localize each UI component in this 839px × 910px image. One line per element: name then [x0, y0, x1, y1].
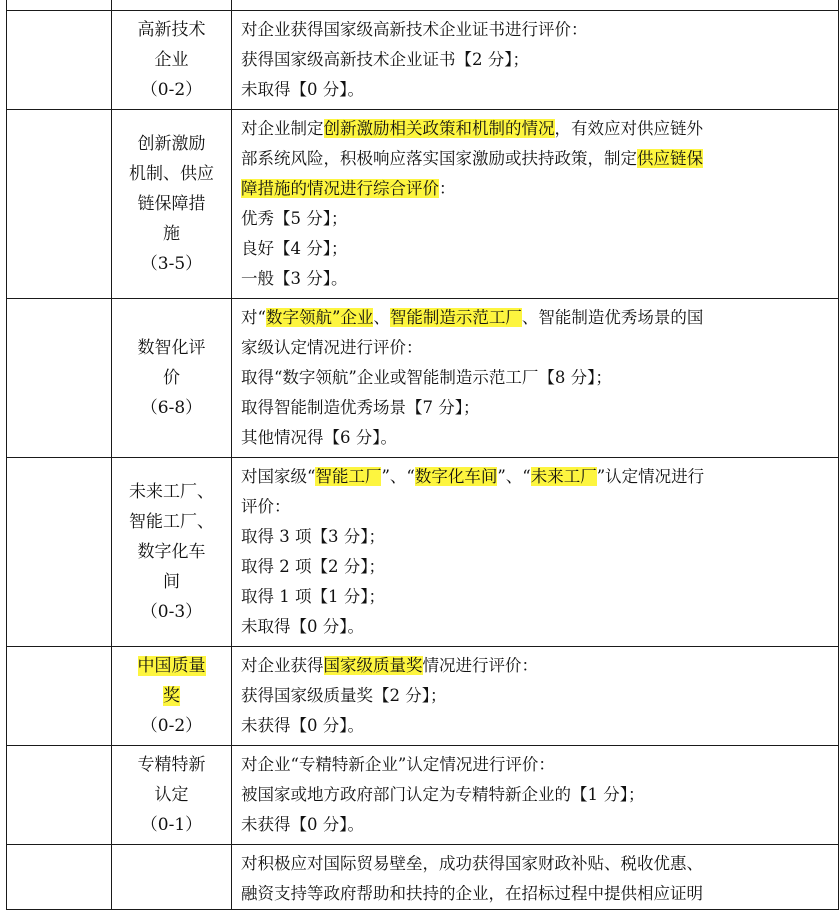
description-line: [241, 393, 834, 423]
criteria-row: [7, 647, 839, 746]
text-segment: 取得智能制造优秀场景【7 分】；: [241, 398, 480, 417]
text-segment: 家级认定情况进行评价：: [241, 338, 423, 357]
description-line: [241, 204, 834, 234]
text-segment: 评价：: [241, 497, 291, 516]
text-segment: ”、“: [381, 467, 415, 486]
text-segment: 取得 2 项【2 分】；: [241, 557, 385, 576]
text-segment: 对企业获得国家级高新技术企业证书进行评价：: [241, 20, 588, 39]
criteria-description-cell: [232, 299, 839, 458]
highlighted-text: 数字化车间: [414, 467, 498, 486]
scoring-criteria-table: [6, 0, 839, 910]
text-segment: 未取得【0 分】。: [241, 617, 364, 636]
text-segment: 获得国家级高新技术企业证书【2 分】；: [241, 50, 529, 69]
text-segment: 融资支持等政府帮助和扶持的企业，在招标过程中提供相应证明: [241, 884, 703, 903]
criteria-description-cell: [232, 0, 839, 11]
description-line: [241, 174, 834, 204]
description-line: [241, 144, 834, 174]
table-body: [7, 0, 839, 910]
criteria-description-cell: [232, 458, 839, 647]
description-line: [241, 810, 834, 840]
text-segment: ，有效应对供应链外: [554, 119, 703, 138]
criteria-name-line: [112, 681, 231, 711]
text-segment: 、智能制造优秀场景的国: [521, 308, 704, 327]
description-line: [241, 681, 834, 711]
criteria-name-cell: [112, 845, 232, 910]
criteria-name-line: [112, 507, 231, 537]
criteria-description-cell: [232, 110, 839, 299]
highlighted-text: 数字领航”企业: [265, 308, 374, 327]
criteria-name-line: [112, 477, 231, 507]
criteria-row: [7, 746, 839, 845]
text-segment: 取得 1 项【1 分】；: [241, 587, 385, 606]
text-segment: 施: [163, 224, 180, 244]
criteria-name-cell: [112, 299, 232, 458]
text-segment: 情况进行评价：: [422, 656, 538, 675]
description-line: [241, 75, 834, 105]
text-segment: 专精特新: [137, 755, 206, 775]
text-segment: 其他情况得【6 分】。: [241, 428, 397, 447]
highlighted-text: 障措施的情况进行综合评价: [241, 179, 439, 198]
description-line: [241, 552, 834, 582]
description-line: [241, 234, 834, 264]
description-line: [241, 780, 834, 810]
text-segment: 、: [373, 308, 390, 327]
description-line: [241, 303, 834, 333]
text-segment: 价: [163, 368, 180, 388]
text-segment: 被国家或地方政府部门认定为专精特新企业的【1 分】；: [241, 785, 645, 804]
text-segment: 认定: [154, 785, 189, 805]
text-segment: 对企业“专精特新企业”认定情况进行评价：: [241, 755, 555, 774]
criteria-name-cell: [112, 110, 232, 299]
description-line: [241, 363, 834, 393]
text-segment: 链保障措: [137, 194, 206, 214]
text-segment: 对企业获得: [241, 656, 324, 675]
description-line: [241, 423, 834, 453]
text-segment: 间: [163, 572, 180, 592]
text-segment: 高新技术: [137, 20, 206, 40]
description-line: [241, 114, 834, 144]
description-line: [241, 522, 834, 552]
criteria-name-cell: [112, 746, 232, 845]
description-line: [241, 333, 834, 363]
description-line: [241, 45, 834, 75]
text-segment: 对国家级“: [241, 467, 316, 486]
text-segment: 数智化评: [137, 338, 206, 358]
row-group-cell: [7, 299, 112, 458]
criteria-description-cell: [232, 845, 839, 910]
description-line: [241, 750, 834, 780]
text-segment: 未获得【0 分】。: [241, 815, 364, 834]
criteria-description-cell: [232, 746, 839, 845]
row-group-cell: [7, 0, 112, 11]
score-range: （0-2）: [140, 716, 203, 736]
text-segment: 对企业制定: [241, 119, 324, 138]
text-segment: 数字化车: [137, 542, 206, 562]
text-segment: 一般【3 分】。: [241, 269, 348, 288]
row-group-cell: [7, 11, 112, 110]
description-line: [241, 0, 834, 7]
criteria-name-line: [112, 159, 231, 189]
criteria-name-cell: [112, 0, 232, 11]
highlighted-text: 奖: [163, 686, 180, 706]
criteria-row: [7, 0, 839, 11]
criteria-row: [7, 845, 839, 910]
text-segment: ”认定情况进行: [596, 467, 705, 486]
description-line: [241, 582, 834, 612]
description-line: [241, 462, 834, 492]
description-line: [241, 264, 834, 294]
highlighted-text: 中国质量: [137, 656, 206, 676]
criteria-row: [7, 110, 839, 299]
text-segment: 企业: [154, 50, 189, 70]
criteria-name-line: [112, 15, 231, 45]
score-range: （0-3）: [140, 602, 203, 622]
description-line: [241, 711, 834, 741]
description-line: [241, 849, 834, 879]
criteria-name-line: [112, 780, 231, 810]
criteria-row: [7, 11, 839, 110]
text-segment: 未获得【0 分】。: [241, 716, 364, 735]
highlighted-text: 供应链保: [637, 149, 703, 168]
criteria-name-line: [112, 363, 231, 393]
text-segment: 创新激励: [137, 134, 206, 154]
criteria-name-line: [112, 651, 231, 681]
row-group-cell: [7, 458, 112, 647]
text-segment: 取得 3 项【3 分】；: [241, 527, 385, 546]
highlighted-text: 国家级质量奖: [323, 656, 423, 675]
text-segment: 获得国家级质量奖【2 分】；: [241, 686, 447, 705]
description-line: [241, 492, 834, 522]
text-segment: ：: [439, 179, 456, 198]
text-segment: 部系统风险，积极响应落实国家激励或扶持政策，制定: [241, 149, 637, 168]
text-segment: 未取得【0 分】。: [241, 80, 364, 99]
criteria-name-line: [112, 45, 231, 75]
row-group-cell: [7, 845, 112, 910]
criteria-name-line: [112, 537, 231, 567]
criteria-name-line: [112, 567, 231, 597]
description-line: [241, 15, 834, 45]
text-segment: 优秀【5 分】；: [241, 209, 348, 228]
text-segment: 智能工厂、: [129, 512, 214, 532]
row-group-cell: [7, 647, 112, 746]
text-segment: 良好【4 分】；: [241, 239, 348, 258]
description-line: [241, 612, 834, 642]
text-segment: ”、“: [497, 467, 531, 486]
criteria-name-line: [112, 333, 231, 363]
text-segment: 机制、供应: [129, 164, 214, 184]
highlighted-text: 智能制造示范工厂: [389, 308, 522, 327]
text-segment: [241, 0, 476, 1]
highlighted-text: 创新激励相关政策和机制的情况: [323, 119, 555, 138]
score-range: （0-1）: [140, 815, 203, 835]
text-segment: 取得“数字领航”企业或智能制造示范工厂【8 分】；: [241, 368, 612, 387]
text-segment: 对积极应对国际贸易壁垒，成功获得国家财政补贴、税收优惠、: [241, 854, 703, 873]
highlighted-text: 智能工厂: [315, 467, 382, 486]
criteria-name-cell: [112, 458, 232, 647]
text-segment: 对“: [241, 308, 266, 327]
criteria-name-line: [112, 189, 231, 219]
criteria-row: [7, 299, 839, 458]
criteria-description-cell: [232, 647, 839, 746]
score-range: （6-8）: [140, 398, 203, 418]
criteria-name-line: [112, 129, 231, 159]
criteria-name-line: [112, 219, 231, 249]
criteria-description-cell: [232, 11, 839, 110]
highlighted-text: 未来工厂: [530, 467, 597, 486]
criteria-name-cell: [112, 11, 232, 110]
description-line: [241, 651, 834, 681]
criteria-name-cell: [112, 647, 232, 746]
criteria-row: [7, 458, 839, 647]
row-group-cell: [7, 110, 112, 299]
score-range: （0-2）: [140, 80, 203, 100]
text-segment: 未来工厂、: [129, 482, 214, 502]
criteria-name-line: [112, 750, 231, 780]
score-range: （3-5）: [140, 254, 203, 274]
description-line: [241, 879, 834, 909]
row-group-cell: [7, 746, 112, 845]
